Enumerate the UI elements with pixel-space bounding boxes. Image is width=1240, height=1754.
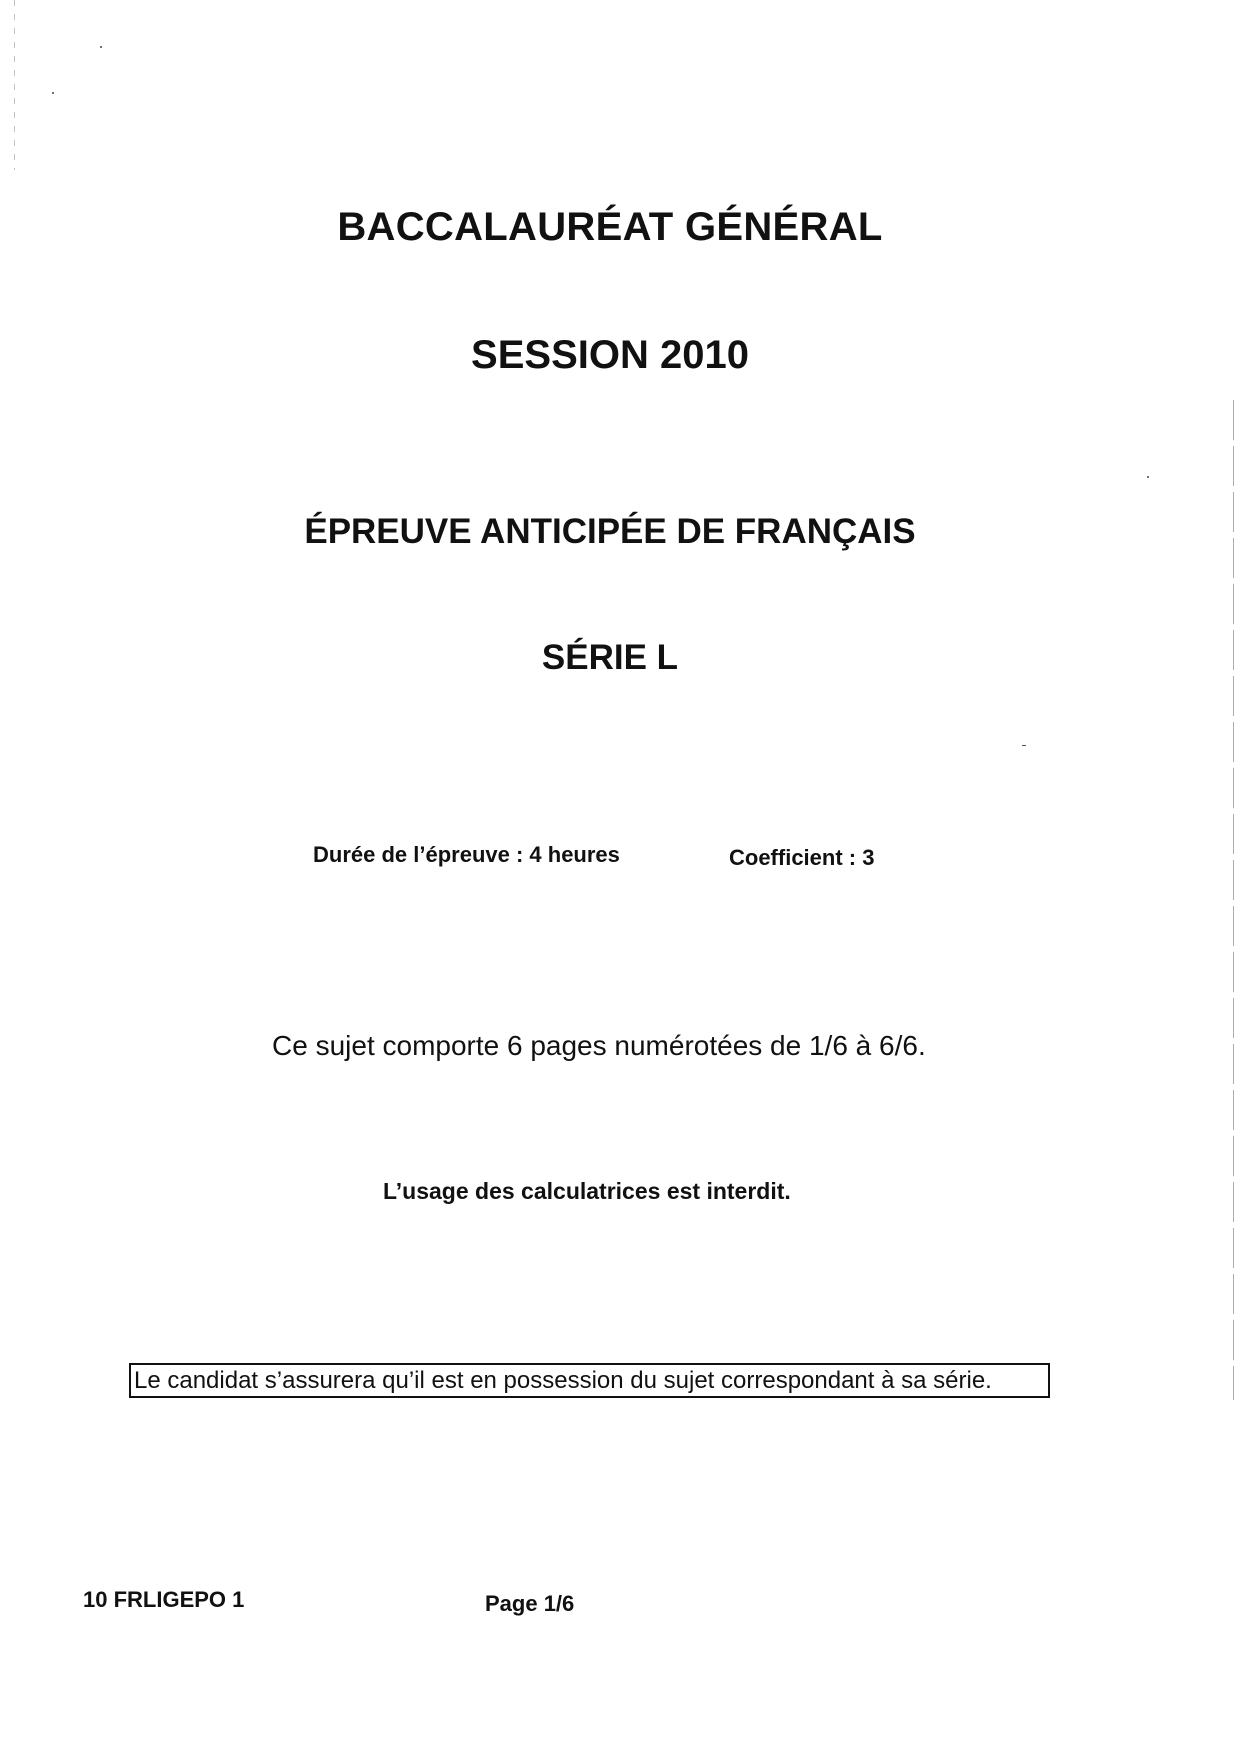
exam-duration: Durée de l’épreuve : 4 heures bbox=[313, 842, 620, 867]
exam-coefficient: Coefficient : 3 bbox=[729, 845, 875, 870]
exam-title: BACCALAURÉAT GÉNÉRAL bbox=[337, 205, 883, 249]
session-year: SESSION 2010 bbox=[471, 333, 749, 377]
calculator-notice: L’usage des calculatrices est interdit. bbox=[383, 1178, 791, 1204]
exam-name: ÉPREUVE ANTICIPÉE DE FRANÇAIS bbox=[304, 512, 916, 551]
scan-speck bbox=[1022, 745, 1026, 746]
scan-edge-right-artifact bbox=[1233, 400, 1234, 1400]
scan-speck bbox=[1147, 476, 1149, 478]
exam-series: SÉRIE L bbox=[541, 638, 679, 677]
page-count-info: Ce sujet comporte 6 pages numérotées de 1/6 à 6/6. bbox=[272, 1030, 926, 1061]
footer-page-number: Page 1/6 bbox=[485, 1591, 575, 1616]
candidate-notice-text: Le candidat s’assurera qu’il est en possession du sujet correspondant à sa série. bbox=[134, 1367, 992, 1394]
candidate-notice-box bbox=[129, 1363, 1050, 1398]
scan-edge-left-artifact bbox=[14, 0, 15, 170]
footer-subject-code: 10 FRLIGEPO 1 bbox=[83, 1587, 245, 1612]
scan-speck bbox=[52, 92, 54, 94]
scan-speck bbox=[100, 46, 102, 48]
